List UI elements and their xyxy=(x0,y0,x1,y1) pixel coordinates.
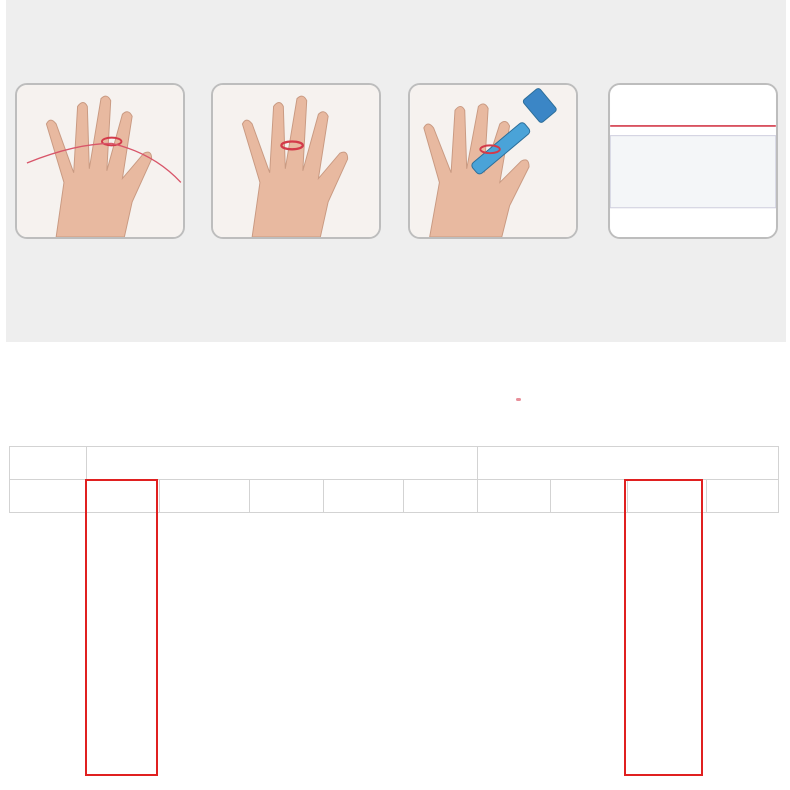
ruler-photo xyxy=(608,83,778,239)
hand-thread-illustration xyxy=(17,85,183,237)
header-uk xyxy=(160,480,250,513)
header-switzerland xyxy=(478,480,551,513)
ruler-illustration xyxy=(610,85,776,237)
header-nation xyxy=(10,480,87,513)
header-france xyxy=(404,480,478,513)
hand-mark-illustration xyxy=(213,85,379,237)
table-title-spacer xyxy=(10,447,87,480)
usa-column-highlight xyxy=(85,479,158,776)
header-diameter xyxy=(707,480,779,513)
header-germany xyxy=(324,480,404,513)
perimeter-column-highlight xyxy=(624,479,703,776)
header-japan xyxy=(250,480,324,513)
header-china xyxy=(551,480,628,513)
table-header-row xyxy=(10,480,779,513)
pen-marking-photo xyxy=(408,83,578,239)
table-title xyxy=(87,447,478,480)
pen-mark-illustration xyxy=(410,85,576,237)
ring-size-table xyxy=(9,446,779,513)
length-label xyxy=(478,447,779,480)
header-usa xyxy=(87,480,160,513)
hand-with-thread-photo xyxy=(15,83,185,239)
header-perimeter xyxy=(628,480,707,513)
hand-marked-thread-photo xyxy=(211,83,381,239)
decorative-dot xyxy=(516,398,521,401)
